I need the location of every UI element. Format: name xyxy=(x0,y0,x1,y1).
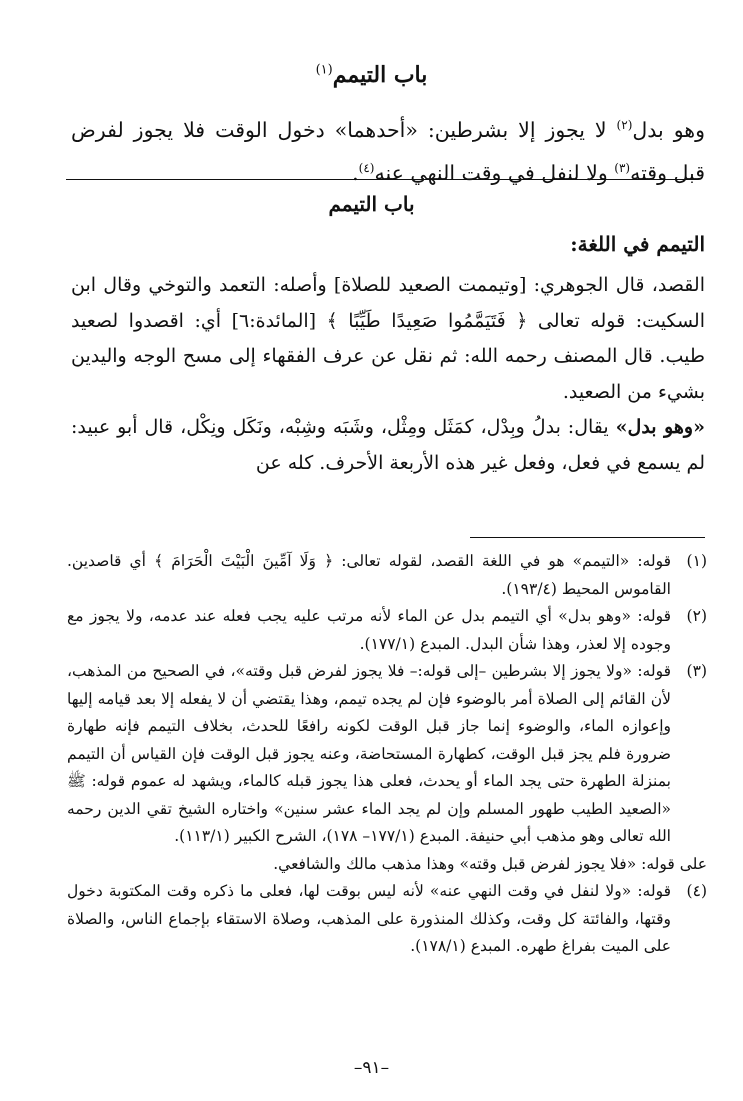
footnote-continuation: على قوله: «فلا يجوز لفرض قبل وقته» وهذا مذهب مالك والشافعي. xyxy=(273,854,707,873)
footnote-text: قوله: «ولا لنفل في وقت النهي عنه» لأنه ليس بوقت لها، فعلى ما ذكره وقت المكتوبة دخول وقتها، والفائتة كل وقت، وكذلك المنذورة على المذهب، وصلاة الاستقاء بإجماع الناس، والصلاة على الميت بفراغ طهره. المبدع (١٧٨/١). xyxy=(67,882,671,955)
footnote-divider xyxy=(470,537,705,538)
commentary-keyword: «وهو بدل» xyxy=(615,416,705,438)
footnote-3 xyxy=(67,658,707,851)
matn-segment: وهو بدل xyxy=(632,117,706,142)
chapter-title xyxy=(0,62,743,88)
section-title: باب التيمم xyxy=(328,192,415,216)
footnote-ref-3: (٣) xyxy=(614,160,631,175)
footnote-number: (٢) xyxy=(686,607,707,625)
footnote-number: (١) xyxy=(686,552,707,570)
matn-segment: لا يجوز إلا بشرطين: «أحدهما» دخول الوقت فلا يجوز لفرض قبل وقته xyxy=(71,117,705,185)
footnote-4 xyxy=(67,878,707,961)
footnote-2 xyxy=(67,603,707,658)
footnote-ref-4: (٤) xyxy=(358,160,375,175)
chapter-title-text: باب التيمم xyxy=(332,62,428,88)
subheading-definition: التيمم في اللغة: xyxy=(570,232,705,256)
footnote-text: قوله: «ولا يجوز إلا بشرطين –إلى قوله:– فلا يجوز لفرض قبل وقته»، في الصحيح من المذهب، لأن القائم إلى الصلاة أمر بالوضوء فإن لم يجده تيمم، وهذا يقتضي أن لا يفعله إلا بعد قيامه إليها وإعوازه الماء، والوضوء إنما جاز قبل الوقت لكونه رافعًا للحدث، بخلاف التيمم فإنه طهارة ضرورة فلم يجز قبل الوقت، كطهارة المستحاضة، وعنه يجوز قبل الوقت فإن القياس أن التيمم بمنزلة الطهرة حتى يجد الماء أو يحدث، فعلى هذا يجوز قبله كالماء، ويشهد له عموم قوله: ﷺ «الصعيد الطيب طهور المسلم وإن لم يجد الماء عشر سنين» واختاره الشيخ تقي الدين رحمه الله تعالى وهو مذهب أبي حنيفة. المبدع (١٧٧/١– ١٧٨)، الشرح الكبير (١١٣/١). xyxy=(67,662,671,845)
footnote-number: (٤) xyxy=(686,882,707,900)
footnote-1 xyxy=(67,548,707,603)
commentary-paragraph: القصد، قال الجوهري: [وتيممت الصعيد للصلاة] وأصله: التعمد والتوخي وقال ابن السكيت: قوله تعالى ﴿ فَتَيَمَّمُوا صَعِيدًا طَيِّبًا ﴾ [المائدة:٦] أي: اقصدوا لصعيد طيب. قال المصنف رحمه الله: ثم نقل عن عرف الفقهاء إلى مسح الوجه واليدين بشيء من الصعيد. xyxy=(71,274,705,403)
footnote-text: قوله: «وهو بدل» أي التيمم بدل عن الماء لأنه مرتب عليه يجب فعله عند عدمه، ولا يجوز مع وجوده إلا لعذر، وهذا شأن البدل. المبدع (١٧٧/١). xyxy=(67,607,671,653)
commentary-body xyxy=(71,268,705,481)
commentary-text: يقال: بدلُ وبِدْل، كمَثَل ومِثْل، وشَبَه وشِبْه، ونَكَل ونِكْل، قال أبو عبيد: لم يسمع في فعل، وفعل غير هذه الأربعة الأحرف. كله عن xyxy=(71,416,705,474)
matn-segment: ولا لنفل في وقت النهي عنه xyxy=(374,160,615,185)
footnote-ref-2: (٢) xyxy=(616,118,633,132)
footnotes xyxy=(67,548,707,961)
commentary-paragraph xyxy=(71,410,705,481)
chapter-footnote-ref: (١) xyxy=(315,62,333,78)
matn-segment: . xyxy=(352,160,359,185)
page-number: –٩١– xyxy=(353,1058,390,1078)
footnote-number: (٣) xyxy=(686,662,707,680)
footnote-text: قوله: «التيمم» هو في اللغة القصد، لقوله تعالى: ﴿ وَلَا آمِّينَ الْبَيْتَ الْحَرَامَ ﴾ أي قاصدين. القاموس المحيط (١٩٣/٤). xyxy=(67,552,671,598)
matn-divider xyxy=(66,179,696,180)
